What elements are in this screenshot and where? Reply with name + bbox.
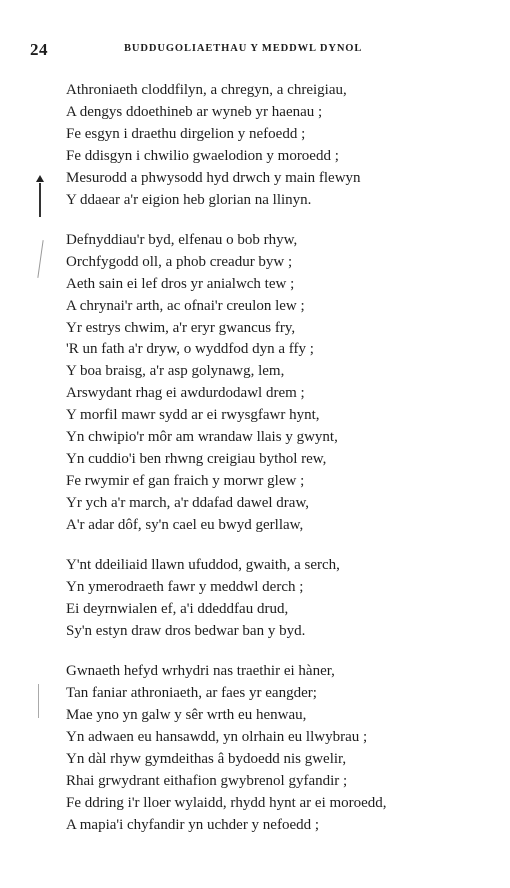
- poem-line: Y morfil mawr sydd ar ei rwysgfawr hynt,: [66, 407, 320, 424]
- margin-pencil-caret-mark: [35, 175, 43, 219]
- margin-pencil-stroke-mark: [36, 684, 44, 724]
- stanza: [66, 230, 486, 537]
- poem-line: Mae yno yn galw y sêr wrth eu henwau,: [66, 707, 307, 724]
- poem-line: A'r adar dôf, sy'n cael eu bwyd gerllaw,: [66, 516, 304, 533]
- poem-line: Gwnaeth hefyd wrhydri nas traethir ei hàner,: [66, 663, 335, 680]
- poem-line: Fe esgyn i draethu dirgelion y nefoedd ;: [66, 125, 306, 142]
- poem-line: A chrynai'r arth, ac ofnai'r creulon lew ;: [66, 297, 305, 314]
- poem-line: Y'nt ddeiliaid llawn ufuddod, gwaith, a serch,: [66, 557, 340, 574]
- running-title: BUDDUGOLIAETHAU Y MEDDWL DYNOL: [124, 43, 363, 54]
- poem-body: [66, 80, 486, 855]
- stanza: [66, 80, 486, 211]
- poem-line: Fe ddisgyn i chwilio gwaelodion y moroedd ;: [66, 147, 339, 164]
- poem-line: Yr estrys chwim, a'r eryr gwancus fry,: [66, 319, 296, 336]
- poem-line: Yn chwipio'r môr am wrandaw llais y gwynt,: [66, 429, 338, 446]
- poem-line: Ei deyrnwialen ef, a'i ddeddfau drud,: [66, 600, 289, 617]
- poem-line: Y ddaear a'r eigion heb glorian na llinyn.: [66, 191, 312, 208]
- poem-line: Defnyddiau'r byd, elfenau o bob rhyw,: [66, 231, 298, 248]
- poem-line: Arswydant rhag ei awdurdodawl drem ;: [66, 385, 305, 402]
- poem-line: Tan faniar athroniaeth, ar faes yr eangder;: [66, 685, 317, 702]
- poem-line: Yn dàl rhyw gymdeithas â bydoedd nis gwelir,: [66, 750, 347, 767]
- page-header: [30, 40, 470, 60]
- poem-line: A dengys ddoethineb ar wyneb yr haenau ;: [66, 103, 323, 120]
- poem-line: Athroniaeth cloddfilyn, a chregyn, a chreigiau,: [66, 82, 347, 98]
- poem-line: A mapia'i chyfandir yn uchder y nefoedd ;: [66, 816, 320, 833]
- poem-line: Y boa braisg, a'r asp golynawg, lem,: [66, 363, 285, 380]
- poem-line: Sy'n estyn draw dros bedwar ban y byd.: [66, 622, 306, 639]
- poem-line: Mesurodd a phwysodd hyd drwch y main flewyn: [66, 169, 361, 186]
- page-number: 24: [30, 40, 48, 59]
- poem-line: 'R un fath a'r dryw, o wyddfod dyn a ffy ;: [66, 341, 314, 358]
- margin-pencil-stroke-mark: [38, 240, 46, 280]
- poem-line: Orchfygodd oll, a phob creadur byw ;: [66, 253, 293, 270]
- stanza: [66, 661, 486, 836]
- poem-line: Rhai grwydrant eithafion gwybrenol gyfandir ;: [66, 772, 348, 789]
- poem-line: Yr ych a'r march, a'r ddafad dawel draw,: [66, 494, 310, 511]
- poem-line: Aeth sain ei lef dros yr anialwch tew ;: [66, 275, 295, 292]
- poem-line: Fe ddring i'r lloer wylaidd, rhydd hynt ar ei moroedd,: [66, 794, 387, 811]
- poem-line: Fe rwymir ef gan fraich y morwr glew ;: [66, 472, 305, 489]
- poem-line: Yn adwaen eu hansawdd, yn olrhain eu llwybrau ;: [66, 728, 368, 745]
- stanza: [66, 555, 486, 643]
- poem-line: Yn ymerodraeth fawr y meddwl derch ;: [66, 579, 304, 596]
- poem-line: Yn cuddio'i ben rhwng creigiau bythol rew,: [66, 451, 327, 467]
